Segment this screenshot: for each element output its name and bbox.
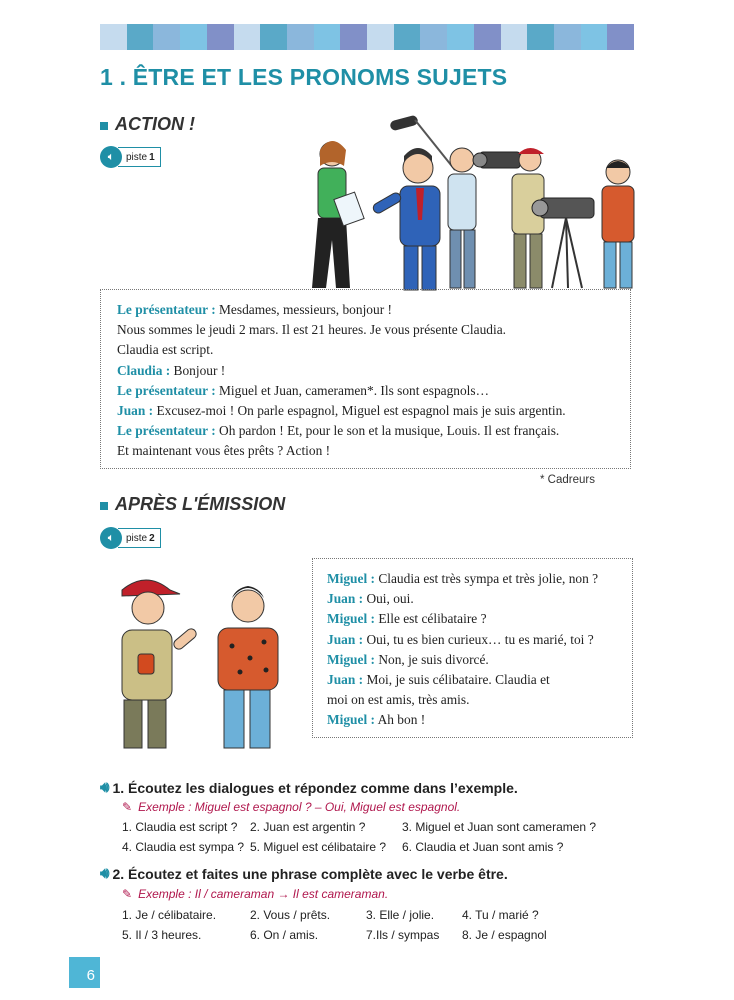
exercise-2-item: 3. Elle / jolie.: [366, 908, 435, 922]
tv-crew-illustration: [300, 110, 640, 292]
exercise-1-item: 3. Miguel et Juan sont cameramen ?: [402, 820, 597, 834]
speaker-icon[interactable]: 🔈︎: [100, 146, 122, 168]
strip-segment: [527, 24, 554, 50]
audio-track-1[interactable]: [100, 146, 161, 168]
exercise-1-item: 4. Claudia est sympa ?: [122, 840, 245, 854]
strip-segment: [501, 24, 528, 50]
strip-segment: [180, 24, 207, 50]
dialogue-line: [117, 381, 630, 401]
exercise-2-title: 🔊︎ 2. Écoutez et faites une phrase complète avec le verbe être.: [100, 865, 508, 882]
dialogue-apres-box: [312, 558, 633, 738]
dialogue-text: Mesdames, messieurs, bonjour !: [215, 302, 392, 317]
exercise-2-item: 7.Ils / sympas: [366, 928, 440, 942]
dialogue-action-box: [100, 289, 631, 469]
speaker-name: Juan :: [327, 631, 364, 647]
dialogue-line: [327, 650, 632, 670]
exercise-1-item: 5. Miguel est célibataire ?: [250, 840, 387, 854]
dialogue-line: [327, 589, 632, 609]
section-heading-text: ACTION !: [115, 114, 195, 134]
exercise-1-title: 🔊︎ 1. Écoutez les dialogues et répondez comme dans l’exemple.: [100, 779, 518, 796]
speaker-icon[interactable]: 🔈︎: [100, 527, 122, 549]
strip-segment: [474, 24, 501, 50]
dialogue-line: [117, 401, 630, 421]
exercise-2-item: 5. Il / 3 heures.: [122, 928, 202, 942]
strip-segment: [447, 24, 474, 50]
strip-segment: [394, 24, 421, 50]
dialogue-text: Claudia est script.: [117, 342, 214, 358]
exercise-1-item: 6. Claudia et Juan sont amis ?: [402, 840, 564, 854]
dialogue-line: [327, 710, 632, 730]
dialogue-text: Oui, tu es bien curieux… tu es marié, toi ?: [363, 631, 594, 647]
section-heading-text: APRÈS L'ÉMISSION: [115, 494, 286, 514]
speaker-name: Juan :: [327, 591, 364, 607]
dialogue-line: [327, 690, 632, 710]
audio-track-2[interactable]: [100, 527, 161, 549]
pencil-icon: ✎: [122, 800, 133, 814]
strip-segment: [260, 24, 287, 50]
dialogue-line: [117, 340, 630, 360]
header-color-strip: [100, 24, 634, 50]
strip-segment: [234, 24, 261, 50]
speaker-name: Miguel :: [327, 571, 375, 586]
dialogue-text: Miguel et Juan, cameramen*. Ils sont espagnols…: [215, 382, 490, 398]
exercise-2-item: 8. Je / espagnol: [462, 928, 547, 942]
dialogue-text: Moi, je suis célibataire. Claudia et: [363, 672, 550, 688]
strip-segment: [367, 24, 394, 50]
exercise-2-item: 6. On / amis.: [250, 928, 319, 942]
dialogue-line: [327, 630, 632, 650]
dialogue-line: [327, 569, 632, 589]
dialogue-line: [117, 361, 630, 381]
section-heading-action: [100, 114, 195, 135]
speaker-name: Le présentateur :: [117, 302, 216, 317]
section-heading-apres: [100, 494, 285, 515]
dialogue-text: Bonjour !: [170, 362, 226, 378]
strip-segment: [127, 24, 154, 50]
dialogue-text: Elle est célibataire ?: [374, 611, 487, 627]
exercise-2-item: 2. Vous / prêts.: [250, 908, 331, 922]
strip-segment: [207, 24, 234, 50]
dialogue-line: [117, 320, 630, 340]
strip-segment: [153, 24, 180, 50]
page-number: 6: [69, 957, 100, 988]
bullet-square-icon: [100, 502, 108, 510]
dialogue-line: [117, 441, 630, 461]
strip-segment: [420, 24, 447, 50]
exercise-2-item: 4. Tu / marié ?: [462, 908, 539, 922]
dialogue-line: [117, 421, 630, 441]
dialogue-text: Excusez-moi ! On parle espagnol, Miguel est espagnol mais je suis argentin.: [153, 403, 566, 419]
speaker-name: Le présentateur :: [117, 382, 216, 398]
speaker-name: Miguel :: [327, 611, 375, 627]
exercise-1-item: 1. Claudia est script ?: [122, 820, 238, 834]
dialogue-line: [327, 609, 632, 629]
speaker-name: Juan :: [117, 403, 154, 419]
track-label: piste 1: [118, 147, 161, 167]
speaker-icon[interactable]: 🔊︎: [100, 865, 110, 882]
speaker-name: Miguel :: [327, 651, 375, 667]
dialogue-text: moi on est amis, très amis.: [327, 692, 470, 708]
dialogue-text: Oui, oui.: [363, 591, 414, 607]
speaker-name: Miguel :: [327, 712, 375, 728]
dialogue-text: Nous sommes le jeudi 2 mars. Il est 21 heures. Je vous présente Claudia.: [117, 322, 506, 338]
strip-segment: [314, 24, 341, 50]
dialogue-text: Et maintenant vous êtes prêts ? Action !: [117, 443, 331, 459]
exercise-2-item: 1. Je / célibataire.: [122, 908, 217, 922]
track-label: piste 2: [118, 528, 161, 548]
strip-segment: [287, 24, 314, 50]
dialogue-text: Oh pardon ! Et, pour le son et la musique, Louis. Il est français.: [215, 423, 560, 439]
speaker-name: Le présentateur :: [117, 423, 216, 439]
dialogue-text: Ah bon !: [374, 712, 426, 728]
strip-segment: [100, 24, 127, 50]
strip-segment: [581, 24, 608, 50]
exercise-1-item: 2. Juan est argentin ?: [250, 820, 366, 834]
speaker-name: Claudia :: [117, 362, 171, 378]
exercise-2-example: ✎ Exemple : Il / cameraman → Il est cameraman.: [122, 887, 389, 901]
miguel-juan-illustration: [100, 568, 300, 750]
dialogue-text: Claudia est très sympa et très jolie, non ?: [374, 571, 599, 586]
dialogue-line: [327, 670, 632, 690]
footnote: * Cadreurs: [540, 474, 595, 486]
strip-segment: [607, 24, 634, 50]
strip-segment: [340, 24, 367, 50]
strip-segment: [554, 24, 581, 50]
chapter-title: 1 . ÊTRE ET LES PRONOMS SUJETS: [100, 64, 508, 90]
speaker-icon[interactable]: 🔊︎: [100, 779, 110, 796]
dialogue-text: Non, je suis divorcé.: [374, 651, 489, 667]
speaker-name: Juan :: [327, 672, 364, 688]
exercise-1-example: ✎ Exemple : Miguel est espagnol ? – Oui, Miguel est espagnol.: [122, 800, 461, 814]
pencil-icon: ✎: [122, 887, 133, 901]
bullet-square-icon: [100, 122, 108, 130]
dialogue-line: [117, 300, 630, 320]
